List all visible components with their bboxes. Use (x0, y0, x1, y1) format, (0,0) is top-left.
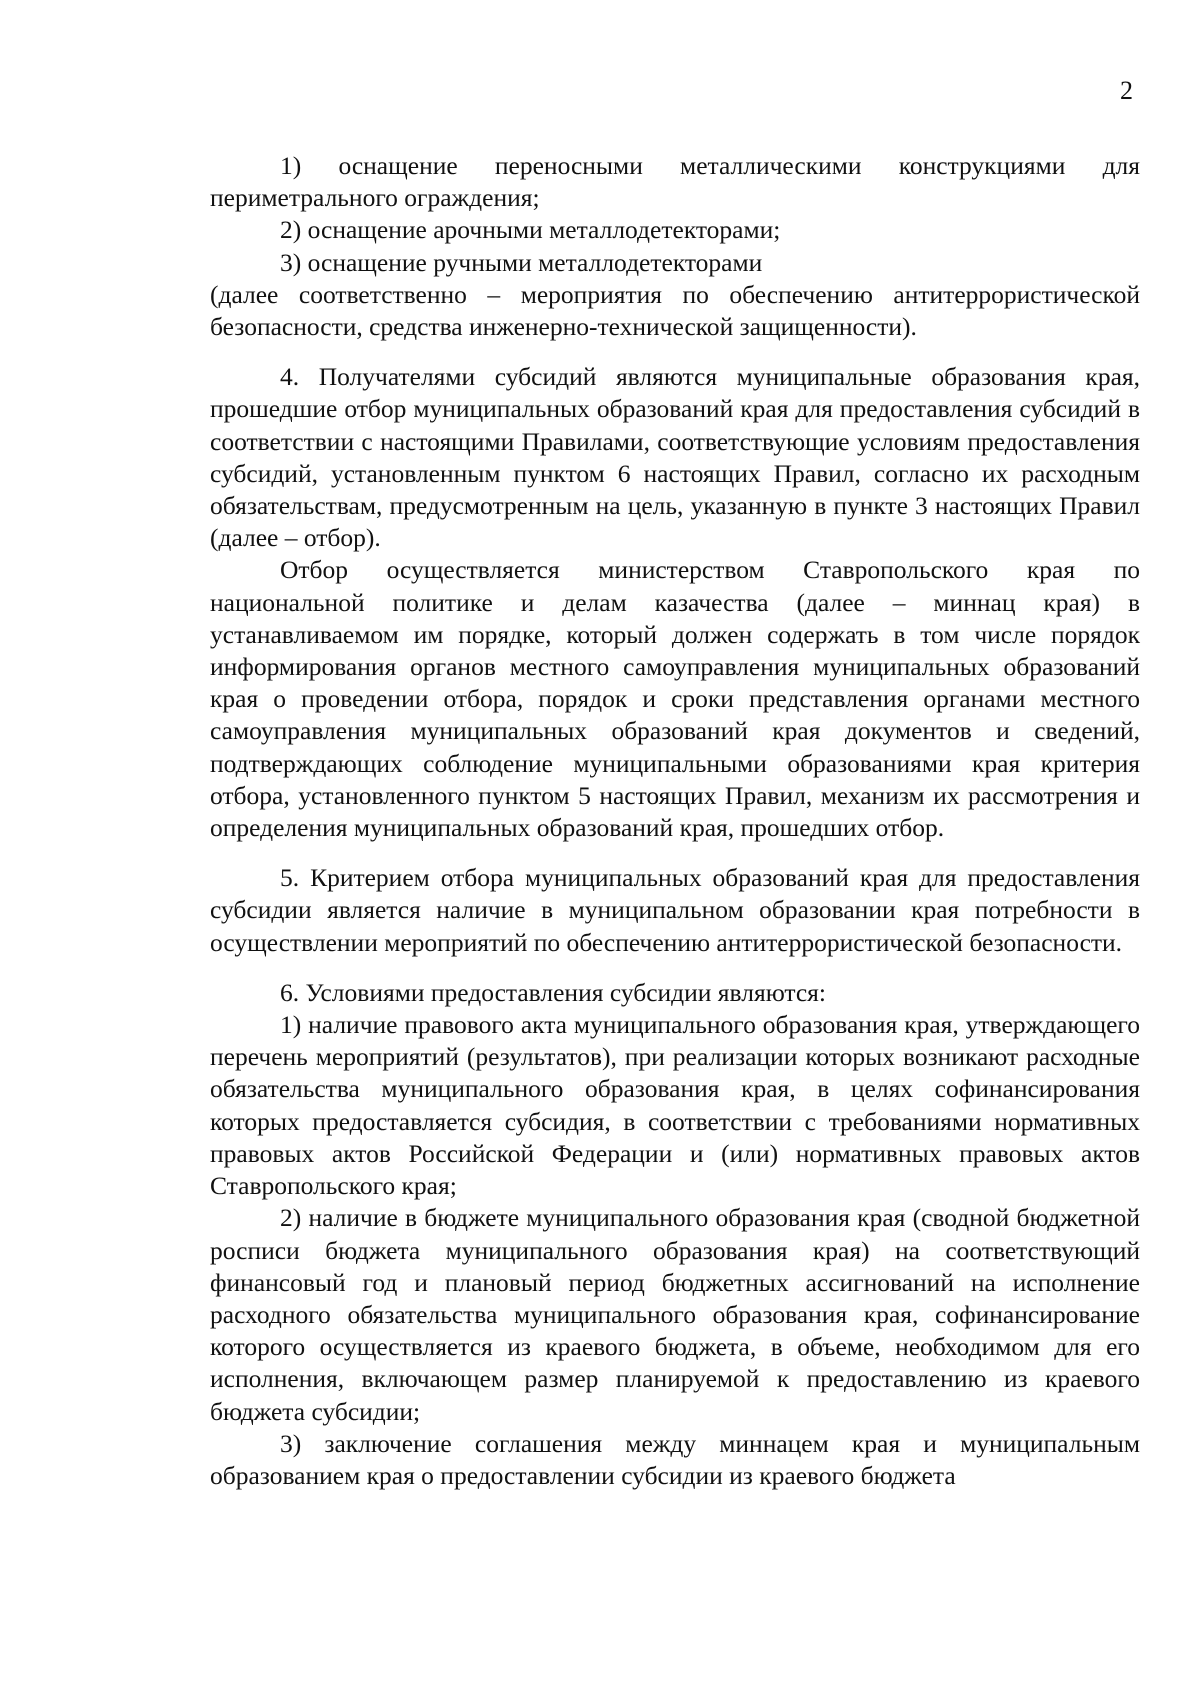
list-item-hand-detectors: 3) оснащение ручными металлодетекторами (280, 247, 763, 277)
clause-6-conditions-heading: 6. Условиями предоставления субсидии являются: (280, 977, 826, 1007)
condition-1-legal-act: 1) наличие правового акта муниципального образования края, утверждающего перечень мероприятий (результатов), при реализации которых возникают расходные обязательства муниципального образования края, в целях софинансирования которых предоставляется субсидия, в соответствии с требованиями нормативных правовых актов Российской Федерации и (или) нормативных правовых актов Ставропольского края; (210, 1010, 1140, 1201)
clause-5-criterion: 5. Критерием отбора муниципальных образований края для предоставления субсидии является наличие в муниципальном образовании края потребности в осуществлении мероприятий по обеспечению антитеррористической безопасности. (210, 863, 1140, 957)
page-number: 2 (1120, 76, 1133, 105)
clause-4-recipients: 4. Получателями субсидий являются муниципальные образования края, прошедшие отбор муниципальных образований края для предоставления субсидий в соответствии с настоящими Правилами, соответствующие условиям предоставления субсидий, установленным пунктом 6 настоящих Правил, согласно их расходным обязательствам, предусмотренным на цель, указанную в пункте 3 настоящих Правил (далее – отбор). (210, 362, 1140, 553)
condition-3-agreement: 3) заключение соглашения между миннацем края и муниципальным образованием края о предоставлении субсидии из краевого бюджета (210, 1428, 1140, 1490)
list-item-arch-detectors: 2) оснащение арочными металлодетекторами; (280, 215, 781, 245)
condition-2-budget: 2) наличие в бюджете муниципального образования края (сводной бюджетной росписи бюджета муниципального образования края) на соответствующий финансовый год и плановый период бюджетных ассигнований на исполнение расходного обязательства муниципального образования края, софинансирование которого осуществляется из краевого бюджета, в объеме, необходимом для его исполнения, включающем размер планируемой к предоставлению из краевого бюджета субсидии; (210, 1203, 1140, 1426)
definitions-paragraph: (далее соответственно – мероприятия по обеспечению антитеррористической безопасности, средства инженерно-технической защищенности). (210, 279, 1140, 342)
list-item-portable-barriers: 1) оснащение переносными металлическими конструкциями для периметрального ограждения; (210, 151, 1140, 213)
selection-procedure-paragraph: Отбор осуществляется министерством Ставропольского края по национальной политике и делам казачества (далее – миннац края) в устанавливаемом им порядке, который должен содержать в том числе порядок информирования органов местного самоуправления муниципальных образований края о проведении отбора, порядок и сроки представления органами местного самоуправления муниципальных образований края документов и сведений, подтверждающих соблюдение муниципальными образованиями края критерия отбора, установленного пунктом 5 настоящих Правил, механизм их рассмотрения и определения муниципальных образований края, прошедших отбор. (210, 555, 1140, 843)
document-body (210, 150, 1140, 1492)
